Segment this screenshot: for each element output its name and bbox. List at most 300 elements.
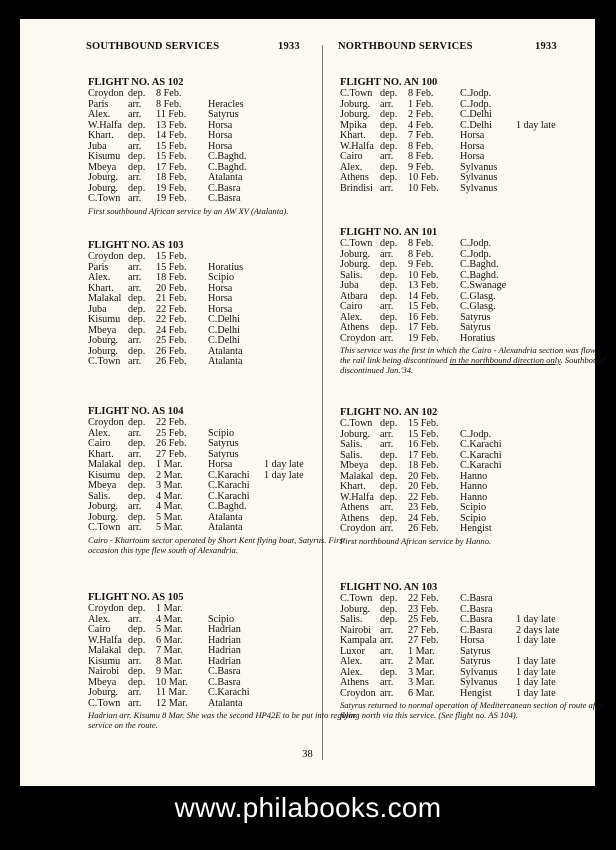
dep-arr: dep. [128, 666, 146, 677]
date: 8 Feb. [408, 88, 434, 99]
southbound-year: 1933 [278, 41, 300, 52]
aircraft: Horatius [208, 261, 244, 273]
dep-arr: dep. [128, 324, 146, 336]
flight-title: FLIGHT NO. AS 103 [88, 240, 184, 251]
dep-arr: dep. [380, 119, 398, 131]
watermark-url: www.philabooks.com [174, 792, 442, 823]
station: C.Town [340, 418, 373, 429]
aircraft: C.Basra [208, 193, 241, 204]
dep-arr: dep. [128, 293, 146, 304]
aircraft: Horsa [460, 635, 485, 646]
dep-arr: arr. [128, 356, 142, 367]
aircraft: C.Glasg. [460, 301, 496, 312]
aircraft: C.Jodp. [460, 428, 492, 440]
station: Joburg. [340, 603, 371, 615]
flight-block [88, 240, 358, 368]
aircraft: Horsa [208, 303, 233, 315]
station: Luxor [340, 645, 365, 657]
dep-arr: dep. [128, 345, 146, 357]
aircraft: C.Swanage [460, 280, 507, 291]
dep-arr: dep. [128, 459, 146, 470]
schedule-row [340, 323, 610, 334]
date: 11 Feb. [156, 109, 187, 120]
date: 16 Feb. [408, 439, 439, 450]
flight-title: FLIGHT NO. AN 101 [340, 227, 438, 238]
schedule-row [88, 625, 358, 636]
date: 22 Feb. [156, 314, 187, 325]
station: Cairo [88, 624, 111, 635]
dep-arr: dep. [380, 290, 398, 302]
dep-arr: arr. [380, 624, 394, 636]
flight-block [88, 592, 358, 730]
schedule-row [88, 173, 358, 184]
date: 15 Feb. [408, 301, 439, 312]
dep-arr: arr. [380, 98, 394, 110]
dep-arr: arr. [128, 98, 142, 110]
date: 4 Mar. [156, 613, 183, 625]
date: 13 Feb. [156, 119, 187, 131]
date: 12 Mar. [156, 697, 188, 709]
aircraft: Atalanta [208, 356, 243, 367]
date: 19 Feb. [408, 332, 439, 344]
dep-arr: dep. [128, 161, 146, 173]
remark: 1 day late [516, 635, 556, 646]
schedule-row [88, 110, 358, 121]
station: Joburg. [340, 248, 371, 260]
station: Croydon [340, 687, 376, 699]
date: 1 Mar. [156, 459, 183, 470]
date: 27 Feb. [408, 624, 439, 636]
aircraft: C.Delhi [208, 324, 240, 336]
station: Joburg. [340, 98, 371, 110]
dep-arr: arr. [380, 301, 394, 312]
station: Mbeya [88, 480, 117, 491]
aircraft: C.Karachi [460, 439, 502, 450]
dep-arr: arr. [128, 193, 142, 204]
station: Croydon [88, 251, 124, 262]
aircraft: C.Basra [460, 603, 493, 615]
date: 22 Feb. [156, 417, 187, 428]
date: 20 Feb. [156, 282, 187, 294]
aircraft: Horsa [460, 140, 485, 152]
station: W.Halfa [88, 119, 122, 131]
station: C.Town [340, 238, 373, 249]
station: Athens [340, 172, 369, 183]
date: 5 Mar. [156, 511, 183, 523]
aircraft: Atalanta [208, 697, 243, 709]
aircraft: Heracles [208, 98, 244, 110]
dep-arr: arr. [128, 427, 142, 439]
dep-arr: dep. [380, 481, 398, 492]
station: Salis. [340, 614, 363, 625]
station: Croydon [340, 332, 376, 344]
date: 20 Feb. [408, 481, 439, 492]
dep-arr: arr. [128, 697, 142, 709]
dep-arr: dep. [380, 280, 398, 291]
schedule-row [88, 646, 358, 657]
schedule-row [340, 636, 610, 647]
schedule-row [340, 110, 610, 121]
date: 27 Feb. [408, 635, 439, 646]
station: Salis. [340, 449, 363, 461]
station: Athens [340, 502, 369, 513]
page-number: 38 [302, 749, 313, 760]
dep-arr: dep. [380, 603, 398, 615]
flight-block [88, 406, 358, 555]
schedule-row [88, 294, 358, 305]
dep-arr: dep. [380, 614, 398, 625]
aircraft: C.Basra [460, 614, 493, 625]
dep-arr: arr. [380, 677, 394, 688]
station: Croydon [88, 603, 124, 614]
date: 4 Mar. [156, 490, 183, 502]
date: 8 Feb. [408, 151, 434, 162]
dep-arr: dep. [380, 512, 398, 524]
date: 3 Mar. [156, 480, 183, 491]
dep-arr: dep. [128, 182, 146, 194]
dep-arr: dep. [380, 109, 398, 120]
dep-arr: dep. [380, 666, 398, 678]
aircraft: Hanno [460, 481, 488, 492]
dep-arr: dep. [380, 88, 398, 99]
dep-arr: dep. [380, 593, 398, 604]
aircraft: C.Baghd. [208, 161, 247, 173]
aircraft: Scipio [208, 272, 235, 283]
date: 26 Feb. [156, 356, 187, 367]
dep-arr: arr. [380, 656, 394, 667]
station: C.Town [340, 88, 373, 99]
aircraft: Atalanta [208, 172, 243, 183]
schedule-row [88, 667, 358, 678]
schedule-row [88, 152, 358, 163]
dep-arr: arr. [380, 687, 394, 699]
aircraft: Satyrus [208, 109, 239, 120]
station: C.Town [88, 697, 121, 709]
flight-note [340, 345, 610, 375]
schedule-row [340, 657, 610, 668]
flight-block [340, 227, 610, 375]
schedule-row [88, 194, 358, 205]
aircraft: Horsa [208, 459, 233, 470]
schedule-row [88, 688, 358, 699]
flight-note: Satyrus returned to normal operation of Mediterranean section of route after flying north via this service. (See flight no. AS 104). [340, 700, 605, 720]
station: Croydon [88, 417, 124, 428]
date: 6 Mar. [156, 634, 183, 646]
schedule-row [88, 336, 358, 347]
aircraft: Hadrian [208, 645, 241, 656]
dep-arr: dep. [380, 322, 398, 333]
date: 25 Feb. [156, 335, 187, 346]
station: Malakal [88, 293, 122, 304]
schedule-row [88, 273, 358, 284]
remark: 1 day late [516, 687, 556, 699]
dep-arr: dep. [128, 624, 146, 635]
aircraft: C.Delhi [208, 335, 240, 346]
date: 2 Mar. [408, 656, 435, 667]
date: 7 Mar. [156, 645, 183, 656]
station: Joburg. [88, 501, 119, 512]
date: 14 Feb. [156, 130, 187, 141]
schedule-row [88, 131, 358, 142]
dep-arr: dep. [380, 269, 398, 281]
station: Khart. [88, 130, 114, 141]
aircraft: C.Karachi [460, 449, 502, 461]
aircraft: Horsa [460, 130, 485, 141]
date: 8 Feb. [408, 238, 434, 249]
date: 2 Mar. [156, 469, 183, 481]
remark: 1 day late [264, 469, 304, 481]
aircraft: Atalanta [208, 511, 243, 523]
station: Joburg. [340, 109, 371, 120]
flight-title: FLIGHT NO. AN 100 [340, 77, 438, 88]
aircraft: C.Glasg. [460, 290, 496, 302]
dep-arr: arr. [128, 613, 142, 625]
date: 26 Feb. [156, 345, 187, 357]
aircraft: Horsa [208, 293, 233, 304]
station: Alex. [340, 161, 363, 173]
date: 15 Feb. [408, 428, 439, 440]
station: Paris [88, 261, 109, 273]
date: 9 Feb. [408, 259, 434, 270]
station: Alex. [88, 613, 111, 625]
dep-arr: dep. [380, 418, 398, 429]
station: Malakal [340, 470, 374, 482]
schedule-row [340, 678, 610, 689]
aircraft: Hengist [460, 523, 492, 534]
station: Kampala [340, 635, 377, 646]
date: 10 Mar. [156, 676, 188, 688]
dep-arr: dep. [128, 676, 146, 688]
dep-arr: dep. [380, 130, 398, 141]
dep-arr: dep. [128, 480, 146, 491]
dep-arr: arr. [128, 687, 142, 698]
date: 27 Feb. [156, 448, 187, 460]
dep-arr: dep. [128, 314, 146, 325]
date: 18 Feb. [156, 272, 187, 283]
station: W.Halfa [340, 140, 374, 152]
dep-arr: arr. [128, 335, 142, 346]
date: 23 Feb. [408, 502, 439, 513]
dep-arr: arr. [380, 151, 394, 162]
flight-title: FLIGHT NO. AS 104 [88, 406, 184, 417]
southbound-header: SOUTHBOUND SERVICES [86, 41, 220, 52]
date: 26 Feb. [408, 523, 439, 534]
station: Croydon [88, 88, 124, 99]
aircraft: C.Basra [208, 676, 241, 688]
aircraft: C.Baghd. [208, 151, 247, 162]
date: 22 Feb. [408, 491, 439, 503]
date: 3 Mar. [408, 666, 435, 678]
date: 6 Mar. [408, 687, 435, 699]
aircraft: Hadrian [208, 624, 241, 635]
aircraft: C.Basra [208, 666, 241, 677]
dep-arr: dep. [380, 470, 398, 482]
aircraft: Sylvanus [460, 182, 498, 194]
schedule-row [88, 604, 358, 615]
schedule-row [340, 689, 610, 700]
station: Khart. [340, 130, 366, 141]
flight-block [340, 407, 610, 546]
station: Croydon [340, 523, 376, 534]
date: 24 Feb. [156, 324, 187, 336]
aircraft: C.Baghd. [460, 269, 499, 281]
dep-arr: dep. [380, 161, 398, 173]
station: Cairo [340, 301, 363, 312]
station: Nairobi [88, 666, 120, 677]
date: 5 Mar. [156, 624, 183, 635]
schedule-row [88, 357, 358, 368]
station: C.Town [340, 593, 373, 604]
aircraft: C.Delhi [460, 119, 492, 131]
aircraft: Hadrian [208, 655, 241, 667]
aircraft: C.Jodp. [460, 248, 492, 260]
station: Joburg. [340, 259, 371, 270]
aircraft: Hadrian [208, 634, 241, 646]
date: 21 Feb. [156, 293, 187, 304]
northbound-header: NORTHBOUND SERVICES [338, 41, 473, 52]
schedule-row [340, 131, 610, 142]
date: 8 Feb. [156, 98, 182, 110]
aircraft: Sylvanus [460, 677, 498, 688]
station: Kisumu [88, 151, 121, 162]
station: Athens [340, 322, 369, 333]
flight-title: FLIGHT NO. AS 105 [88, 592, 184, 603]
station: Juba [340, 280, 359, 291]
schedule-row [340, 482, 610, 493]
dep-arr: arr. [380, 428, 394, 440]
date: 5 Mar. [156, 522, 183, 533]
schedule-row [340, 503, 610, 514]
aircraft: Horsa [208, 282, 233, 294]
date: 22 Feb. [156, 303, 187, 315]
flight-title: FLIGHT NO. AS 102 [88, 77, 184, 88]
date: 15 Feb. [408, 418, 439, 429]
station: Joburg. [88, 172, 119, 183]
date: 7 Feb. [408, 130, 434, 141]
note-text: . Southbound discontinued Jan.'34. [340, 355, 606, 375]
northbound-year: 1933 [535, 41, 557, 52]
remark: 1 day late [516, 119, 556, 131]
dep-arr: arr. [128, 282, 142, 294]
date: 8 Feb. [408, 248, 434, 260]
date: 19 Feb. [156, 182, 187, 194]
dep-arr: dep. [128, 251, 146, 262]
date: 1 Mar. [408, 645, 435, 657]
station: Kisumu [88, 655, 121, 667]
flight-block [340, 77, 610, 194]
flight-note: First southbound African service by an AW XV (Atalanta). [88, 205, 289, 216]
date: 15 Feb. [156, 140, 187, 152]
station: Cairo [340, 151, 363, 162]
dep-arr: arr. [380, 635, 394, 646]
aircraft: Sylvanus [460, 172, 498, 183]
aircraft: C.Basra [208, 182, 241, 194]
station: Salis. [88, 490, 111, 502]
date: 14 Feb. [408, 290, 439, 302]
station: Khart. [340, 481, 366, 492]
date: 15 Feb. [156, 251, 187, 262]
schedule-row [340, 239, 610, 250]
date: 4 Mar. [156, 501, 183, 512]
aircraft: Satyrus [208, 448, 239, 460]
schedule-row [340, 334, 610, 345]
schedule-row [340, 173, 610, 184]
aircraft: C.Delhi [208, 314, 240, 325]
date: 17 Feb. [156, 161, 187, 173]
date: 20 Feb. [408, 470, 439, 482]
station: Alex. [88, 272, 111, 283]
date: 15 Feb. [156, 151, 187, 162]
dep-arr: dep. [380, 449, 398, 461]
dep-arr: arr. [128, 522, 142, 533]
date: 10 Feb. [408, 172, 439, 183]
aircraft: C.Jodp. [460, 88, 492, 99]
dep-arr: dep. [380, 460, 398, 471]
station: Alex. [340, 666, 363, 678]
date: 15 Feb. [156, 261, 187, 273]
schedule-row [340, 524, 610, 535]
aircraft: Satyrus [460, 645, 491, 657]
dep-arr: dep. [128, 490, 146, 502]
station: C.Town [88, 522, 121, 533]
dep-arr: dep. [380, 238, 398, 249]
dep-arr: dep. [128, 511, 146, 523]
aircraft: Scipio [460, 512, 487, 524]
date: 8 Mar. [156, 655, 183, 667]
date: 13 Feb. [408, 280, 439, 291]
station: Joburg. [88, 182, 119, 194]
dep-arr: dep. [380, 259, 398, 270]
remark: 2 days late [516, 624, 560, 636]
aircraft: Horsa [460, 151, 485, 162]
note-underlined-text: in the northbound direction only [449, 355, 561, 365]
schedule-row [88, 502, 358, 513]
station: Paris [88, 98, 109, 110]
dep-arr: dep. [128, 130, 146, 141]
book-page [20, 19, 606, 786]
schedule-row [340, 302, 610, 313]
station: Salis. [340, 439, 363, 450]
station: Kisumu [88, 469, 121, 481]
date: 10 Feb. [408, 269, 439, 281]
station: Alex. [340, 311, 363, 323]
date: 17 Feb. [408, 322, 439, 333]
dep-arr: arr. [128, 272, 142, 283]
dep-arr: arr. [128, 501, 142, 512]
dep-arr: arr. [380, 182, 394, 194]
dep-arr: dep. [380, 491, 398, 503]
date: 17 Feb. [408, 449, 439, 461]
flight-block [340, 582, 610, 720]
schedule-row [340, 184, 610, 195]
aircraft: Satyrus [460, 311, 491, 323]
aircraft: Satyrus [460, 322, 491, 333]
station: C.Town [88, 193, 121, 204]
aircraft: Horatius [460, 332, 496, 344]
schedule-row [88, 315, 358, 326]
station: Malakal [88, 645, 122, 656]
schedule-row [340, 615, 610, 626]
dep-arr: dep. [128, 303, 146, 315]
date: 22 Feb. [408, 593, 439, 604]
date: 25 Feb. [156, 427, 187, 439]
station: Alex. [340, 656, 363, 667]
aircraft: Hengist [460, 687, 492, 699]
aircraft: C.Jodp. [460, 238, 492, 249]
aircraft: Scipio [208, 613, 235, 625]
flight-note: First northbound African service by Hanno. [340, 535, 492, 546]
aircraft: C.Karachi [208, 480, 250, 491]
